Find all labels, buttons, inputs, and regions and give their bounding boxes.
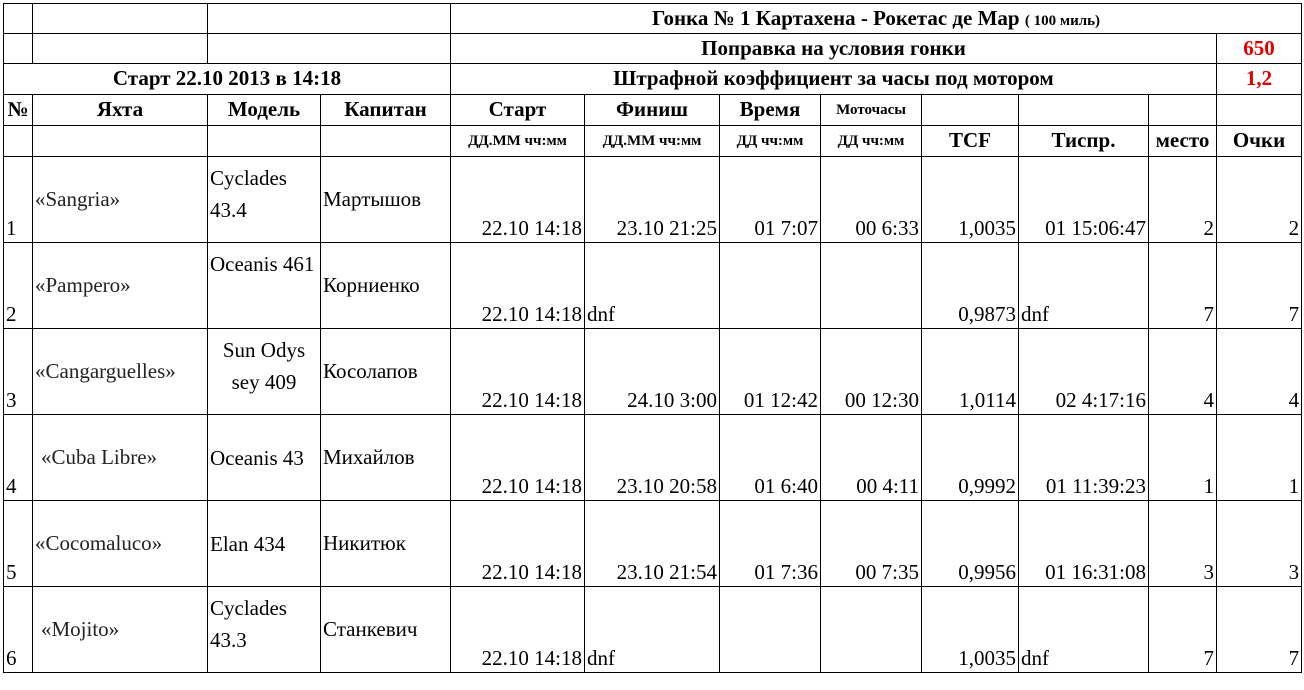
points-value: 7 [1217,243,1302,329]
place-value: 7 [1149,587,1217,673]
captain-name: Мартышов [321,157,451,243]
table-row [4,415,1302,501]
motor-hours [821,243,922,329]
empty-cell [208,34,451,64]
corrected-time: 02 4:17:16 [1019,329,1149,415]
empty-cell [208,4,451,34]
points-value: 1 [1217,415,1302,501]
col-captain: Капитан [321,95,451,126]
table-row [4,157,1302,243]
motor-hours [821,587,922,673]
empty-cell [208,126,321,157]
column-subheader-row [4,126,1302,157]
col-finish-format: ДД.ММ чч:мм [585,126,720,157]
points-value: 7 [1217,587,1302,673]
race-title [451,4,1302,34]
row-num: 3 [4,329,33,415]
empty-cell [1149,95,1217,126]
tcf-value: 1,0035 [922,587,1019,673]
elapsed-time [720,243,821,329]
empty-cell [1019,95,1149,126]
points-value: 3 [1217,501,1302,587]
table-row [4,329,1302,415]
yacht-model: Sun Odys sey 409 [208,329,321,415]
correction-label: Поправка на условия гонки [451,34,1217,64]
title-row [4,4,1302,34]
penalty-label: Штрафной коэффициент за часы под мотором [451,64,1217,95]
yacht-model: Oceanis 461 [208,243,321,329]
tcf-value: 1,0035 [922,157,1019,243]
empty-cell [33,34,208,64]
points-value: 4 [1217,329,1302,415]
captain-name: Корниенко [321,243,451,329]
finish-time: 24.10 3:00 [585,329,720,415]
yacht-model: Cyclades 43.4 [208,157,321,243]
tcf-value: 0,9956 [922,501,1019,587]
place-value: 3 [1149,501,1217,587]
empty-cell [4,34,33,64]
penalty-value: 1,2 [1217,64,1302,95]
captain-name: Никитюк [321,501,451,587]
col-tcf: TCF [922,126,1019,157]
start-time: 22.10 14:18 [451,415,585,501]
motor-hours: 00 4:11 [821,415,922,501]
start-time: 22.10 14:18 [451,329,585,415]
race-title-text: Гонка № 1 Картахена - Рокетас де Мар [652,5,1020,30]
yacht-model: Elan 434 [208,501,321,587]
points-value: 2 [1217,157,1302,243]
corrected-time: dnf [1019,243,1149,329]
row-num: 4 [4,415,33,501]
row-num: 1 [4,157,33,243]
place-value: 4 [1149,329,1217,415]
tcf-value: 0,9873 [922,243,1019,329]
place-value: 7 [1149,243,1217,329]
yacht-name: «Pampero» [33,243,208,329]
place-value: 1 [1149,415,1217,501]
tcf-value: 1,0114 [922,329,1019,415]
race-distance: ( 100 миль) [1024,12,1101,29]
empty-cell [321,126,451,157]
empty-cell [33,126,208,157]
empty-cell [922,95,1019,126]
race-results-table [3,3,1302,673]
empty-cell [33,4,208,34]
table-row [4,243,1302,329]
elapsed-time [720,587,821,673]
yacht-name: «Sangria» [33,157,208,243]
yacht-name: «Mojito» [33,587,208,673]
row-num: 2 [4,243,33,329]
elapsed-time: 01 12:42 [720,329,821,415]
captain-name: Косолапов [321,329,451,415]
col-finish: Финиш [585,95,720,126]
table-row [4,587,1302,673]
corrected-time: dnf [1019,587,1149,673]
yacht-name: «Cangarguelles» [33,329,208,415]
tcf-value: 0,9992 [922,415,1019,501]
col-place: место [1149,126,1217,157]
yacht-name: «Cocomaluco» [33,501,208,587]
col-num: № [4,95,33,126]
place-value: 2 [1149,157,1217,243]
col-time: Время [720,95,821,126]
yacht-name: «Cuba Libre» [33,415,208,501]
yacht-model: Oceanis 43 [208,415,321,501]
elapsed-time: 01 7:36 [720,501,821,587]
motor-hours: 00 7:35 [821,501,922,587]
start-time: 22.10 14:18 [451,157,585,243]
col-motor-format: ДД чч:мм [821,126,922,157]
corrected-time: 01 15:06:47 [1019,157,1149,243]
finish-time: dnf [585,587,720,673]
empty-cell [4,4,33,34]
col-motor: Моточасы [821,95,922,126]
start-time: 22.10 14:18 [451,501,585,587]
empty-cell [4,126,33,157]
col-model: Модель [208,95,321,126]
column-header-row [4,95,1302,126]
row-num: 5 [4,501,33,587]
col-start: Старт [451,95,585,126]
motor-hours: 00 6:33 [821,157,922,243]
col-yacht: Яхта [33,95,208,126]
empty-cell [1217,95,1302,126]
elapsed-time: 01 7:07 [720,157,821,243]
start-time: 22.10 14:18 [451,587,585,673]
correction-value: 650 [1217,34,1302,64]
col-time-format: ДД чч:мм [720,126,821,157]
finish-time: dnf [585,243,720,329]
start-time: 22.10 14:18 [451,243,585,329]
motor-hours: 00 12:30 [821,329,922,415]
row-num: 6 [4,587,33,673]
elapsed-time: 01 6:40 [720,415,821,501]
correction-row [4,34,1302,64]
captain-name: Станкевич [321,587,451,673]
finish-time: 23.10 20:58 [585,415,720,501]
finish-time: 23.10 21:25 [585,157,720,243]
table-row [4,501,1302,587]
captain-name: Михайлов [321,415,451,501]
corrected-time: 01 16:31:08 [1019,501,1149,587]
start-row [4,64,1302,95]
col-points: Очки [1217,126,1302,157]
start-info: Старт 22.10 2013 в 14:18 [4,64,451,95]
finish-time: 23.10 21:54 [585,501,720,587]
corrected-time: 01 11:39:23 [1019,415,1149,501]
col-start-format: ДД.ММ чч:мм [451,126,585,157]
col-corrected: Тиспр. [1019,126,1149,157]
yacht-model: Cyclades 43.3 [208,587,321,673]
